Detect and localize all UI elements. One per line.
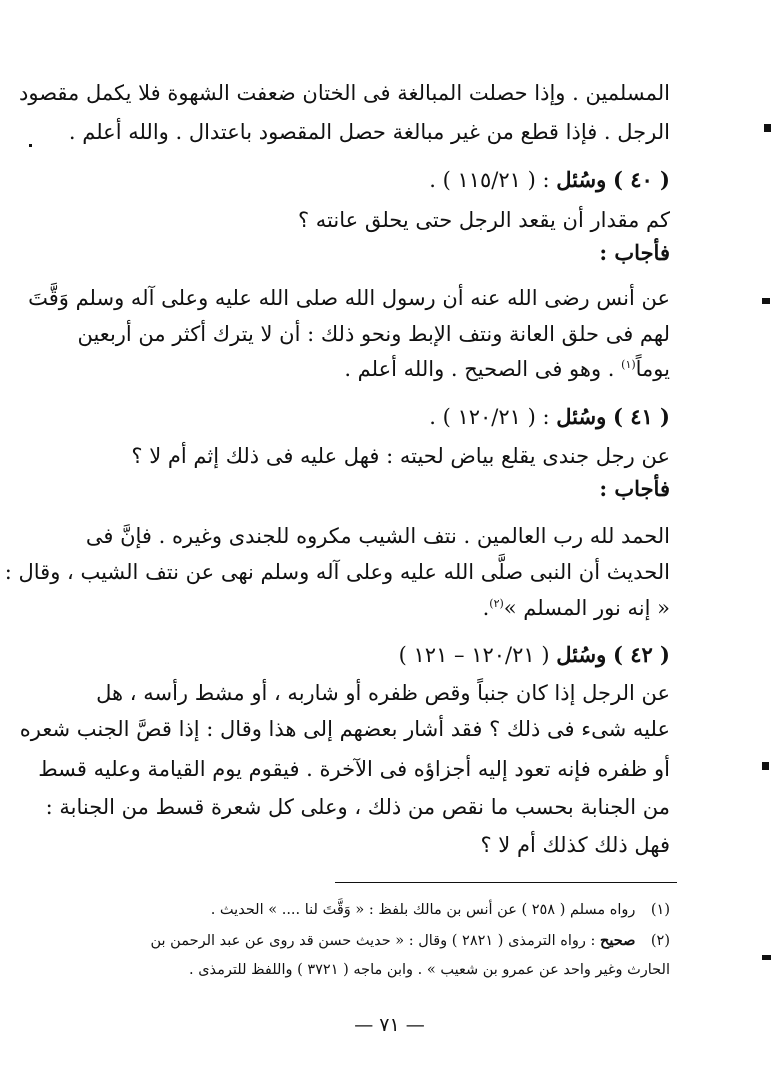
question-number: ( ٤١ ): [612, 404, 670, 429]
question-heading-42: [104, 638, 670, 672]
paragraph-line: المسلمين . وإذا حصلت المبالغة فى الختان ضعفت الشهوة فلا يكمل مقصود: [19, 81, 670, 105]
grading-label: صحيح: [599, 932, 636, 949]
paragraph-line: فهل ذلك كذلك أم لا ؟: [480, 833, 670, 857]
question-heading-40: [104, 163, 670, 197]
paragraph-line: الحديث أن النبى صلَّى الله عليه وعلى آله وسلم نهى عن نتف الشيب ، وقال :: [4, 560, 670, 584]
footnote-number: (٢): [650, 933, 670, 949]
paragraph-line: لهم فى حلق العانة ونتف الإبط ونحو ذلك : أن لا يترك أكثر من أربعين: [77, 322, 670, 346]
question-number: ( ٤٢ ): [612, 642, 670, 667]
footnote-divider: [335, 882, 677, 883]
question-text: عن رجل جندى يقلع بياض لحيته : فهل عليه فى ذلك إثم أم لا ؟: [131, 444, 670, 468]
question-reference: ( ١٢٠/٢١ – ١٢١ ): [398, 643, 550, 667]
scan-mark: [762, 298, 770, 304]
paragraph-line: [104, 591, 670, 625]
line-text: يوماً: [635, 357, 670, 381]
answer-label: فأجاب :: [599, 240, 670, 265]
question-text: كم مقدار أن يقعد الرجل حتى يحلق عانته ؟: [297, 208, 670, 232]
footnote-text: رواه مسلم ( ٢٥٨ ) عن أنس بن مالك بلفظ : « وَقَّتَ لنا .... » الحديث .: [210, 902, 636, 918]
paragraph-line: الرجل . فإذا قطع من غير مبالغة حصل المقصود باعتدال . والله أعلم .: [68, 120, 670, 144]
line-text: .: [482, 596, 490, 620]
footnote-number: (١): [650, 902, 670, 918]
footnote-2-continued: الحارث وغير واحد عن عمرو بن شعيب » . وابن ماجه ( ٣٧٢١ ) واللفظ للترمذى .: [188, 962, 670, 978]
question-number: ( ٤٠ ): [612, 167, 670, 192]
question-label: وسُئل: [556, 404, 607, 429]
question-heading-41: [104, 400, 670, 434]
question-label: وسُئل: [556, 167, 607, 192]
footnote-text: : رواه الترمذى ( ٢٨٢١ ) وقال : « حديث حسن قد روى عن عبد الرحمن بن: [150, 933, 596, 949]
answer-label: فأجاب :: [599, 476, 670, 501]
paragraph-line: أو ظفره فإنه تعود إليه أجزاؤه فى الآخرة . فيقوم يوم القيامة وعليه قسط: [38, 757, 670, 781]
scan-mark: [764, 124, 771, 132]
paragraph-line: عليه شىء فى ذلك ؟ فقد أشار بعضهم إلى هذا وقال : إذا قصَّ الجنب شعره: [19, 717, 670, 741]
footnote-1: [102, 897, 670, 923]
scan-mark: [29, 144, 32, 147]
paragraph-line: عن الرجل إذا كان جنباً وقص ظفره أو شاربه ، أو مشط رأسه ، هل: [96, 681, 670, 705]
paragraph-line: الحمد لله رب العالمين . نتف الشيب مكروه للجندى وغيره . فإنَّ فى: [85, 524, 670, 548]
paragraph-line: من الجنابة بحسب ما نقص من ذلك ، وعلى كل شعرة قسط من الجنابة :: [45, 795, 670, 819]
line-text: . وهو فى الصحيح . والله أعلم .: [344, 357, 615, 381]
quote-text: « إنه نور المسلم »: [503, 596, 670, 620]
paragraph-line: [104, 352, 670, 386]
question-reference: : ( ١٢٠/٢١ ) .: [429, 405, 550, 429]
footnote-marker: (١): [621, 358, 636, 371]
question-reference: : ( ١١٥/٢١ ) .: [429, 168, 550, 192]
page-number: — ٧١ —: [354, 1014, 425, 1036]
scan-mark: [762, 955, 771, 960]
paragraph-line: عن أنس رضى الله عنه أن رسول الله صلى الله عليه وعلى آله وسلم وَقَّتَ: [28, 286, 670, 310]
footnote-2: [102, 928, 670, 954]
footnote-marker: (٢): [489, 597, 504, 610]
scan-mark: [762, 762, 769, 770]
question-label: وسُئل: [556, 642, 607, 667]
